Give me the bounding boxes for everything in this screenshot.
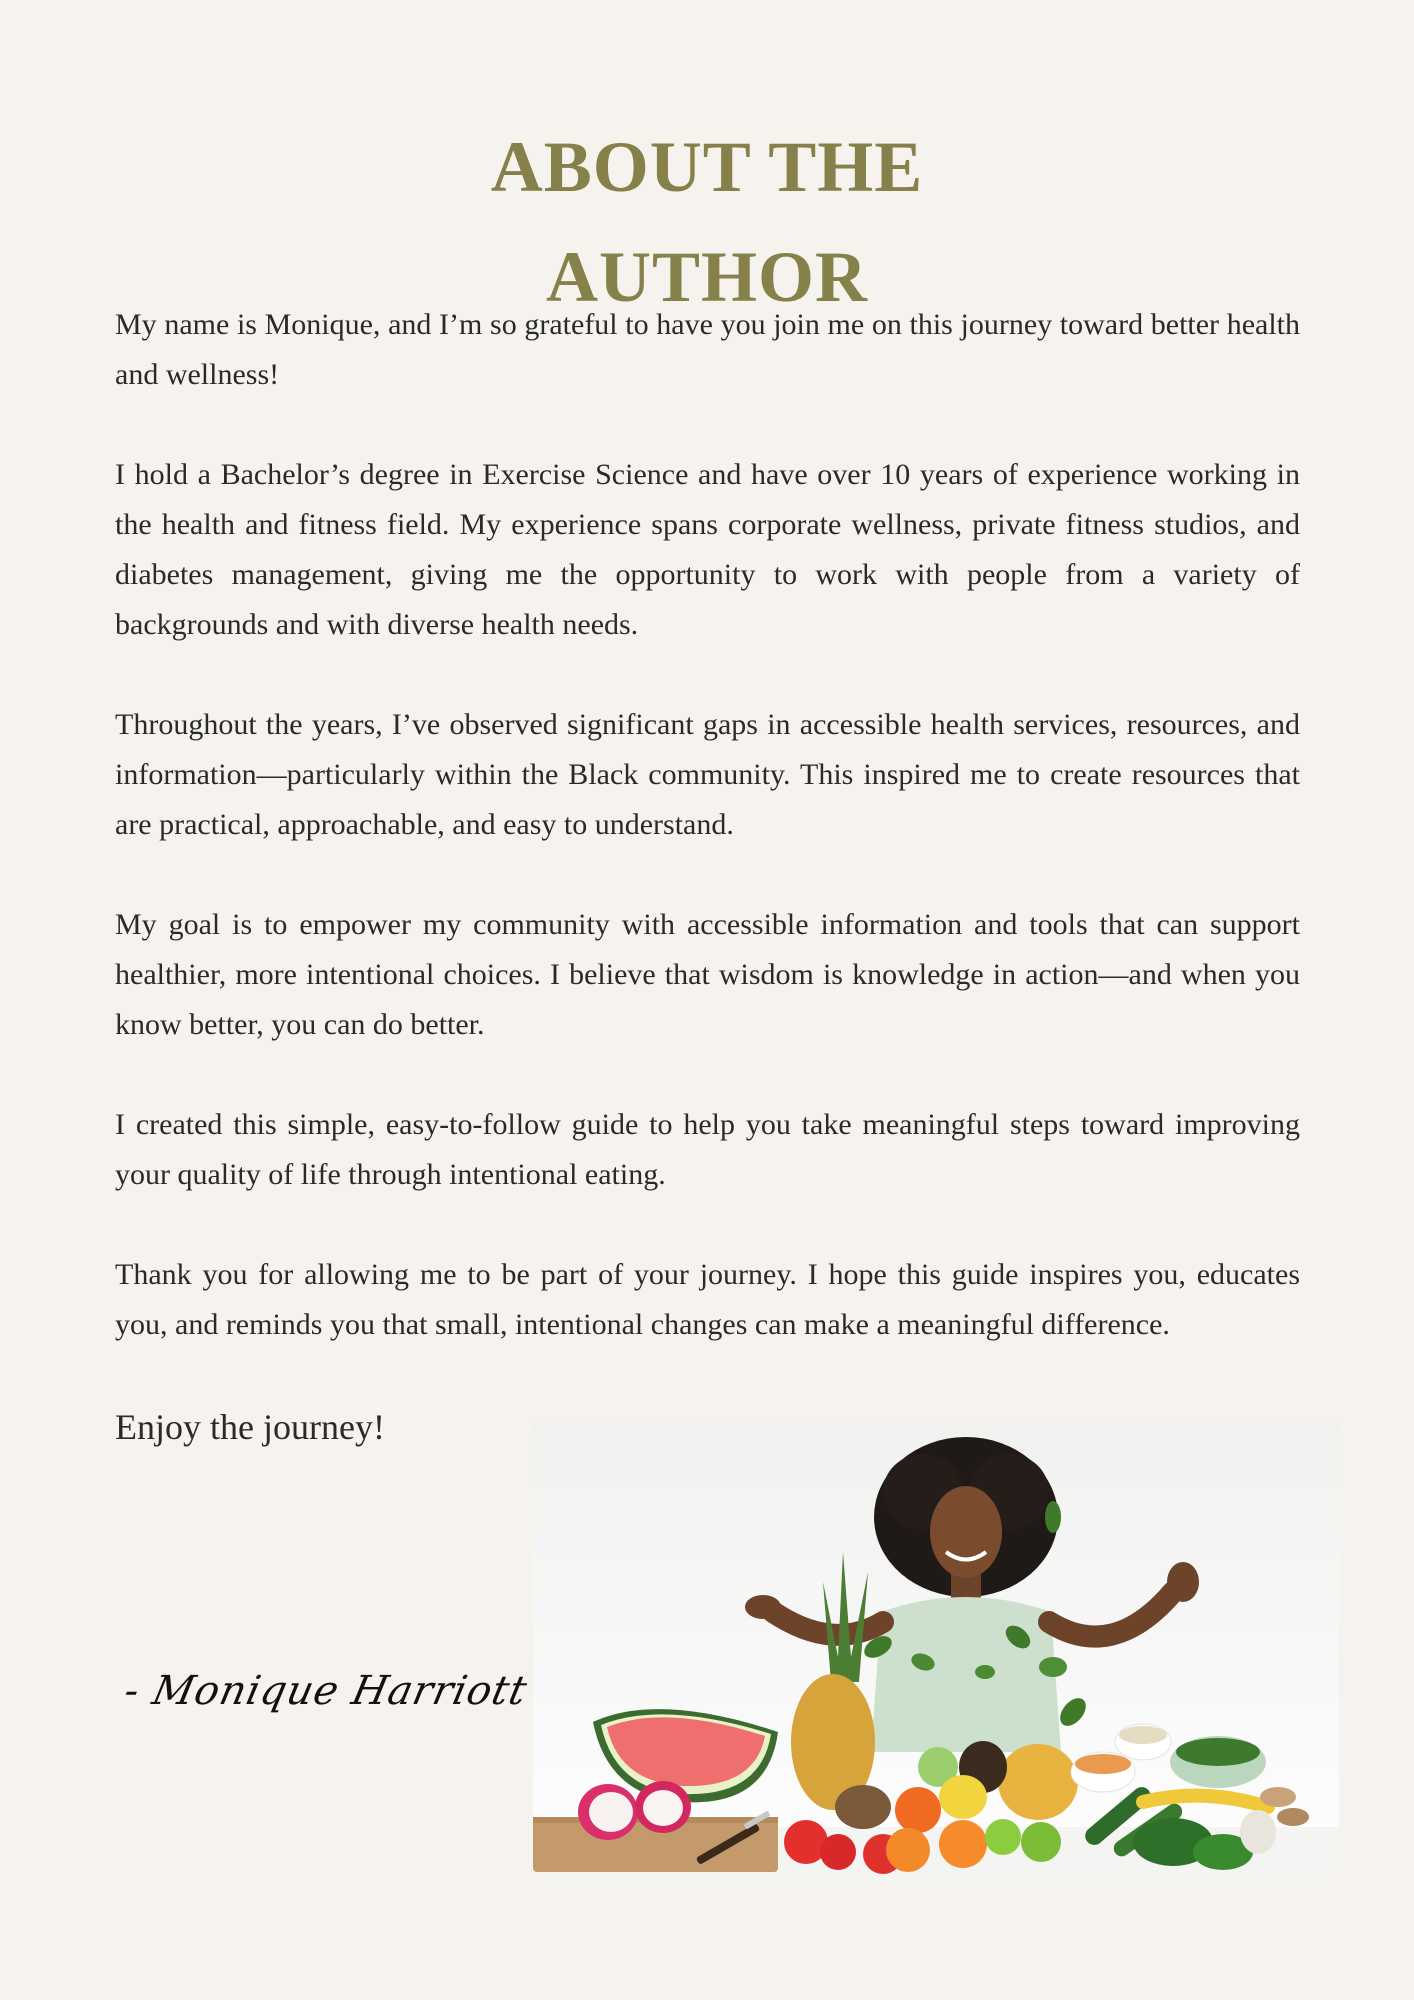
author-bio	[115, 300, 1300, 1350]
closing-line: Enjoy the journey!	[115, 1407, 385, 1447]
bio-paragraph-guide: I created this simple, easy-to-follow guide to help you take meaningful steps toward improving your quality of life through intentional eating.	[115, 1108, 1300, 1191]
bio-paragraph-intro: My name is Monique, and I’m so grateful to have you join me on this journey toward better health and wellness!	[115, 308, 1300, 391]
page-title-line-2: AUTHOR	[545, 237, 869, 318]
bio-paragraph-thanks: Thank you for allowing me to be part of your journey. I hope this guide inspires you, educates you, and reminds you that small, intentional changes can make a meaningful difference.	[115, 1258, 1300, 1341]
author-signature: - Monique Harriott	[120, 1668, 532, 1714]
author-photo	[533, 1422, 1339, 1882]
bio-paragraph-credentials: I hold a Bachelor’s degree in Exercise Science and have over 10 years of experience working in the health and fitness field. My experience spans corporate wellness, private fitness studios, and diabetes management, giving me the opportunity to work with people from a variety of backgrounds and with diverse health needs.	[115, 458, 1300, 641]
bio-paragraph-motivation: Throughout the years, I’ve observed significant gaps in accessible health services, resources, and information—particularly within the Black community. This inspired me to create resources that are practical, approachable, and easy to understand.	[115, 708, 1300, 841]
page-title-line-1: ABOUT THE	[490, 127, 924, 208]
bio-paragraph-goal: My goal is to empower my community with accessible information and tools that can support healthier, more intentional choices. I believe that wisdom is knowledge in action—and when you know better, you can do better.	[115, 908, 1300, 1041]
